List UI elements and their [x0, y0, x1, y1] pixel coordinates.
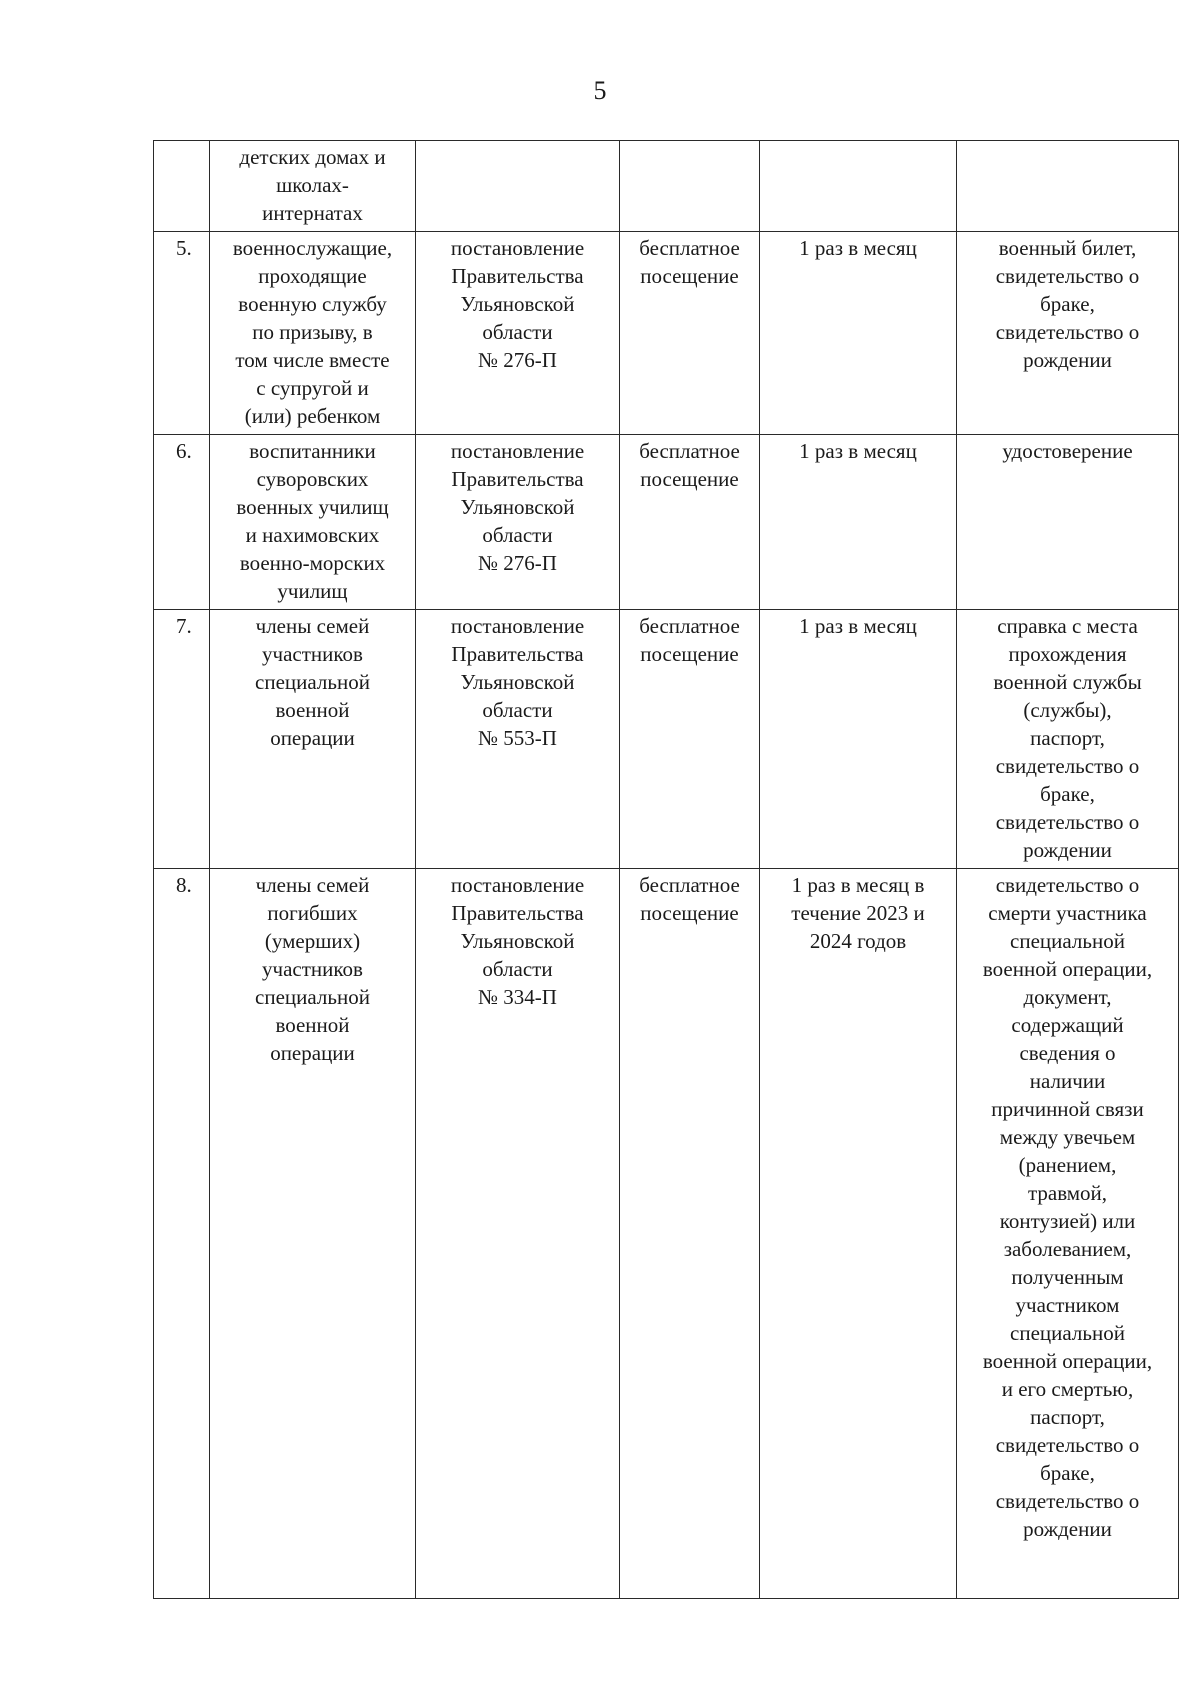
benefit-cell: бесплатное посещение — [620, 232, 760, 435]
legal-act-cell: постановление Правительства Ульяновской области № 553-П — [416, 610, 620, 869]
legal-act-cell: постановление Правительства Ульяновской области № 276-П — [416, 435, 620, 610]
documents-cell: удостоверение — [957, 435, 1179, 610]
table-row — [154, 141, 1179, 232]
row-number-cell: 7. — [154, 610, 210, 869]
frequency-cell — [760, 141, 957, 232]
benefits-table — [153, 140, 1179, 1599]
frequency-cell: 1 раз в месяц в течение 2023 и 2024 годов — [760, 869, 957, 1599]
documents-cell — [957, 141, 1179, 232]
row-number-cell: 6. — [154, 435, 210, 610]
benefit-cell: бесплатное посещение — [620, 435, 760, 610]
category-cell: детских домах и школах- интернатах — [210, 141, 416, 232]
category-cell: воспитанники суворовских военных училищ и нахимовских военно-морских училищ — [210, 435, 416, 610]
table-row — [154, 232, 1179, 435]
benefit-cell: бесплатное посещение — [620, 610, 760, 869]
category-cell: члены семей погибших (умерших) участников специальной военной операции — [210, 869, 416, 1599]
frequency-cell: 1 раз в месяц — [760, 610, 957, 869]
page-number: 5 — [593, 76, 607, 105]
category-cell: военнослужащие, проходящие военную службу по призыву, в том числе вместе с супругой и (или) ребенком — [210, 232, 416, 435]
legal-act-cell: постановление Правительства Ульяновской области № 334-П — [416, 869, 620, 1599]
frequency-cell: 1 раз в месяц — [760, 232, 957, 435]
table-row — [154, 869, 1179, 1599]
category-cell: члены семей участников специальной военной операции — [210, 610, 416, 869]
documents-cell: свидетельство о смерти участника специальной военной операции, документ, содержащий сведения о наличии причинной связи между увечьем (ранением, травмой, контузией) или заболеванием, полученным участником специальной военной операции, и его смертью, паспорт, свидетельство о браке, свидетельство о рождении — [957, 869, 1179, 1599]
row-number-cell: 5. — [154, 232, 210, 435]
benefit-cell — [620, 141, 760, 232]
row-number-cell: 8. — [154, 869, 210, 1599]
documents-cell: справка с места прохождения военной службы (службы), паспорт, свидетельство о браке, свидетельство о рождении — [957, 610, 1179, 869]
benefit-cell: бесплатное посещение — [620, 869, 760, 1599]
row-number-cell — [154, 141, 210, 232]
table-row — [154, 435, 1179, 610]
legal-act-cell — [416, 141, 620, 232]
frequency-cell: 1 раз в месяц — [760, 435, 957, 610]
documents-cell: военный билет, свидетельство о браке, свидетельство о рождении — [957, 232, 1179, 435]
table-row — [154, 610, 1179, 869]
legal-act-cell: постановление Правительства Ульяновской области № 276-П — [416, 232, 620, 435]
